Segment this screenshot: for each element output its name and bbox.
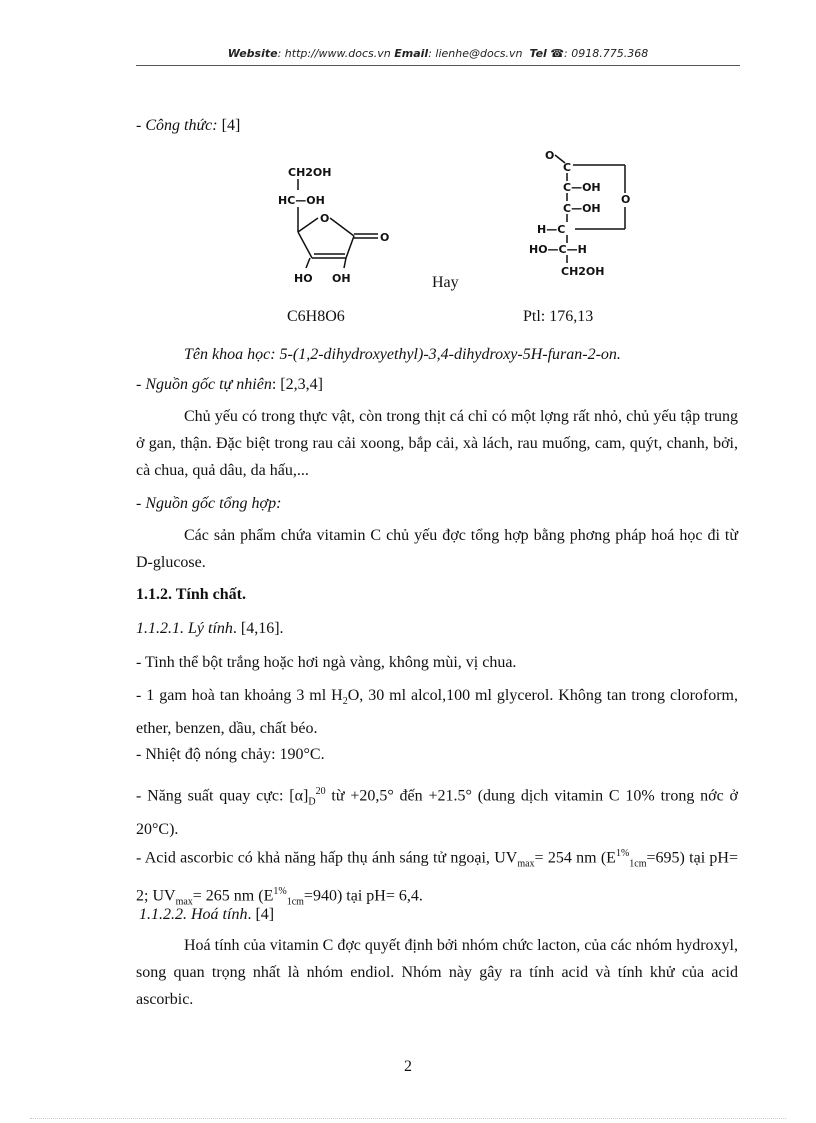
email-label: Email — [394, 47, 429, 60]
property-solubility: - 1 gam hoà tan khoảng 3 ml $H_2O$, 30 ml alcol,100 ml glycerol. Không tan trong cloroform, ether, benzen, dầu, chất béo. — [136, 687, 738, 738]
synthetic-origin-label: - Nguồn gốc tổng hợp: — [136, 495, 282, 512]
synthetic-origin-text: Các sản phẩm chứa vitamin C chủ yếu đợc tổng hợp bằng phơng pháp hoá học đi từ D-glucose. — [136, 527, 738, 571]
h-c: H—C — [537, 223, 566, 236]
property-uv: - Acid ascorbic có khả năng hấp thụ ánh sáng tử ngoại, $UV_{max}= 254$ nm $(E^{1\%}_{1cm}=695)$ tại pH= 2; $UV_{max}= 265$ nm $(E^{1\%}_{1cm}=940)$ tại pH= 6,4. — [136, 848, 739, 908]
phone-icon: ☎ — [550, 47, 565, 60]
section-112-title: 1.1.2. Tính chất. — [136, 586, 246, 603]
natural-origin-text: Chủ yếu có trong thực vật, còn trong thịt cá chỉ có một lợng rất nhỏ, chủ yếu tập trung ở gan, thận. Đặc biệt trong rau cải xoong, bắp cải, xà lách, rau muống, cam, quýt, chanh, bởi, cà chua, quả dâu, da hấu,... — [136, 408, 738, 479]
oh-group: OH — [332, 272, 351, 285]
hay-text: Hay — [432, 274, 459, 291]
scientific-name: Tên khoa học: 5-(1,2-dihydroxyethyl)-3,4-dihydroxy-5H-furan-2-on. — [184, 346, 621, 363]
molecular-weight: Ptl: 176,13 — [523, 308, 594, 325]
page-number: 2 — [404, 1058, 412, 1075]
ring-oxygen-right: O — [621, 193, 631, 206]
ring-oxygen: O — [320, 212, 330, 225]
natural-origin-ref: : [2,3,4] — [271, 376, 323, 393]
ascorbic-acid-ring-structure — [270, 160, 400, 290]
ascorbic-acid-chain-structure — [525, 145, 645, 285]
bottom-divider — [30, 1118, 786, 1119]
natural-origin-label: - Nguồn gốc tự nhiên — [136, 376, 272, 393]
section-1122-title: 1.1.2.2. Hoá tính — [139, 906, 248, 923]
section-1122-ref: . [4] — [247, 906, 275, 923]
tel-number: : 0918.775.368 — [564, 47, 649, 60]
tel-label: Tel — [529, 47, 547, 60]
ho-group: HO — [294, 272, 313, 285]
website-url: : http://www.docs.vn — [277, 47, 391, 60]
ho-c-h: HO—C—H — [529, 243, 587, 256]
page-header — [136, 47, 740, 66]
hc-oh-group: HC—OH — [278, 194, 325, 207]
website-label: Website — [227, 47, 278, 60]
property-crystal: - Tinh thể bột trắng hoặc hơi ngà vàng, không mùi, vị chua. — [136, 654, 517, 671]
section-1121-ref: . [4,16]. — [232, 620, 284, 637]
formula-label-line — [136, 112, 738, 139]
keto-oxygen: O — [380, 231, 390, 244]
ch2oh-group: CH2OH — [288, 166, 332, 179]
section-1122-heading — [139, 901, 741, 928]
natural-origin-heading — [136, 371, 738, 398]
email-address: : lienhe@docs.vn — [428, 47, 523, 60]
property-melting-point: - Nhiệt độ nóng chảy: 190°C. — [136, 746, 325, 763]
c3-oh: C—OH — [563, 202, 601, 215]
formula-ref: [4] — [221, 117, 241, 134]
c2-oh: C—OH — [563, 181, 601, 194]
section-1122-text: Hoá tính của vitamin C đợc quyết định bởi nhóm chức lacton, của các nhóm hydroxyl, song quan trọng nhất là nhóm endiol. Nhóm này gây ra tính acid và tính khử của acid ascorbic. — [136, 937, 738, 1008]
property-rotation: - Năng suất quay cực: $[\alpha]_D^{20}$ từ +20,5° đến +21.5° (dung dịch vitamin C 10% trong nớc ở 20°C). — [136, 786, 739, 838]
formula-label: - Công thức: — [136, 117, 222, 134]
carbonyl-carbon: C — [563, 161, 572, 174]
molecular-formula: C6H8O6 — [287, 308, 345, 325]
ch2oh-right: CH2OH — [561, 265, 605, 278]
top-oxygen: O — [545, 149, 555, 162]
section-1121-title: 1.1.2.1. Lý tính — [136, 620, 233, 637]
section-1121-heading — [136, 615, 738, 642]
